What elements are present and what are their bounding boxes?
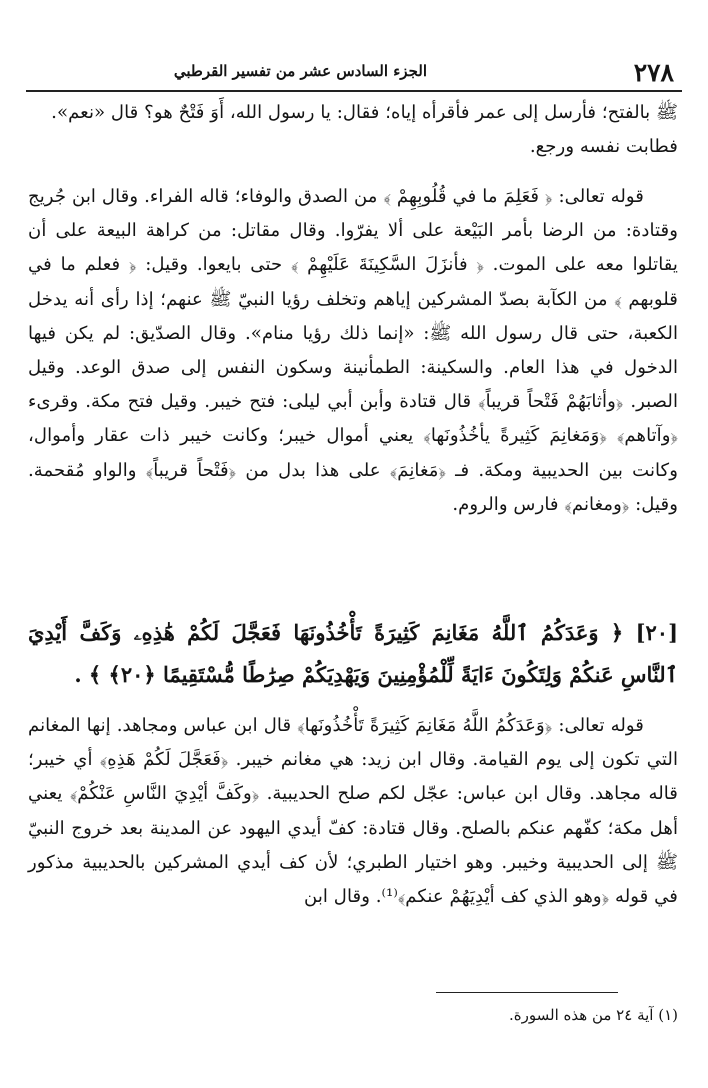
quran-verse	[28, 612, 678, 696]
opening-line: فطابت نفسه ورجع.	[529, 136, 678, 158]
footnote-divider	[436, 992, 618, 993]
header-rule	[26, 90, 682, 92]
verse-commentary	[28, 709, 678, 914]
opening-line: ﷺ بالفتح؛ فأرسل إلى عمر فأقرأه إياه؛ فقال: يا رسول الله، أَوَ فَتْحٌ هو؟ قال «نعم».	[51, 102, 678, 123]
footnote: (١) آية ٢٤ من هذه السورة.	[509, 1006, 678, 1024]
commentary-paragraph: قوله تعالى: ﴿وَعَدَكُمُ اللَّهُ مَغَانِمَ كَثِيرَةً تَأْخُذُونَها﴾ قال ابن عباس ومجاهد. إنها المغانم التي تكون إلى يوم القيامة. وقال ابن زيد: هي مغانم خيبر. ﴿فَعَجَّلَ لَكُمْ هَذِهِ﴾ أي خيبر؛ قاله مجاهد. وقال ابن عباس: عجّل لكم صلح الحديبية. ﴿وكَفَّ أيْدِيَ النَّاسِ عَنْكُمْ﴾ يعني أهل مكة؛ كفّهم عنكم بالصلح. وقال قتادة: كفّ أيدي اليهود عن المدينة بعد خروج النبيّ ﷺ إلى الحديبية وخيبر. وهو اختيار الطبري؛ لأن كف أيدي المشركين بالحديبية مذكور في قوله ﴿وهو الذي كف أيْدِيَهُمْ عنكم﴾⁽¹⁾. وقال ابن	[28, 715, 678, 908]
commentary-paragraph: قوله تعالى: ﴿ فَعَلِمَ ما في قُلُوبِهِمْ ﴾ من الصدق والوفاء؛ قاله الفراء. وقال ابن جُريج وقتادة: من الرضا بأمر البَيْعة على ألا يفرّوا. وقال مقاتل: من كراهة البيعة على أن يقاتلوا معه على الموت. ﴿ فأنزَلَ السَّكِينَةَ عَلَيْهِمْ ﴾ حتى بايعوا. وقيل: ﴿ فعلم ما في قلوبهم ﴾ من الكآبة بصدّ المشركين إياهم وتخلف رؤيا النبيّ ﷺ عنهم؛ إذا رأى أنه يدخل الكعبة، حتى قال رسول الله ﷺ: «إنما ذلك رؤيا منام». وقال الصدّيق: لم يكن فيها الدخول في هذا العام. والسكينة: الطمأنينة وسكون النفس إلى صدق الوعد. وقيل الصبر. ﴿وأثابَهُمْ فَتْحاً قريباً﴾ قال قتادة وأبن أبي ليلى: فتح خيبر. وقيل فتح مكة. وقرىء ﴿وآتاهم﴾ ﴿وَمَغانِمَ كَثِيرةً يأخُذُونَها﴾ يعني أموال خيبر؛ وكانت خيبر ذات عقار وأموال، وكانت بين الحديبية ومكة. فـ ﴿مَغانِمَ﴾ على هذا بدل من ﴿فَتْحاً قريباً﴾ والواو مُقحمة. وقيل: ﴿ومغانم﴾ فارس والروم.	[28, 186, 678, 515]
page-number: ٢٧٨	[633, 58, 674, 87]
running-title: الجزء السادس عشر من تفسير القرطبي	[173, 62, 427, 80]
page-header	[26, 50, 682, 92]
verse-number: [٢٠]	[635, 620, 679, 645]
commentary-section	[28, 180, 678, 522]
verse-text: ﴿ وَعَدَكُمُ ٱللَّهُ مَغَانِمَ كَثِيرَةً تَأْخُذُونَهَا فَعَجَّلَ لَكُمْ هَٰذِهِۦ وَكَفَّ أَيْدِيَ ٱلنَّاسِ عَنكُمْ وَلِتَكُونَ ءَايَةً لِّلْمُؤْمِنِينَ وَيَهْدِيَكُمْ صِرَٰطًا مُّسْتَقِيمًا ﴿٢٠﴾ ﴾ .	[28, 620, 678, 687]
opening-text	[28, 96, 678, 164]
